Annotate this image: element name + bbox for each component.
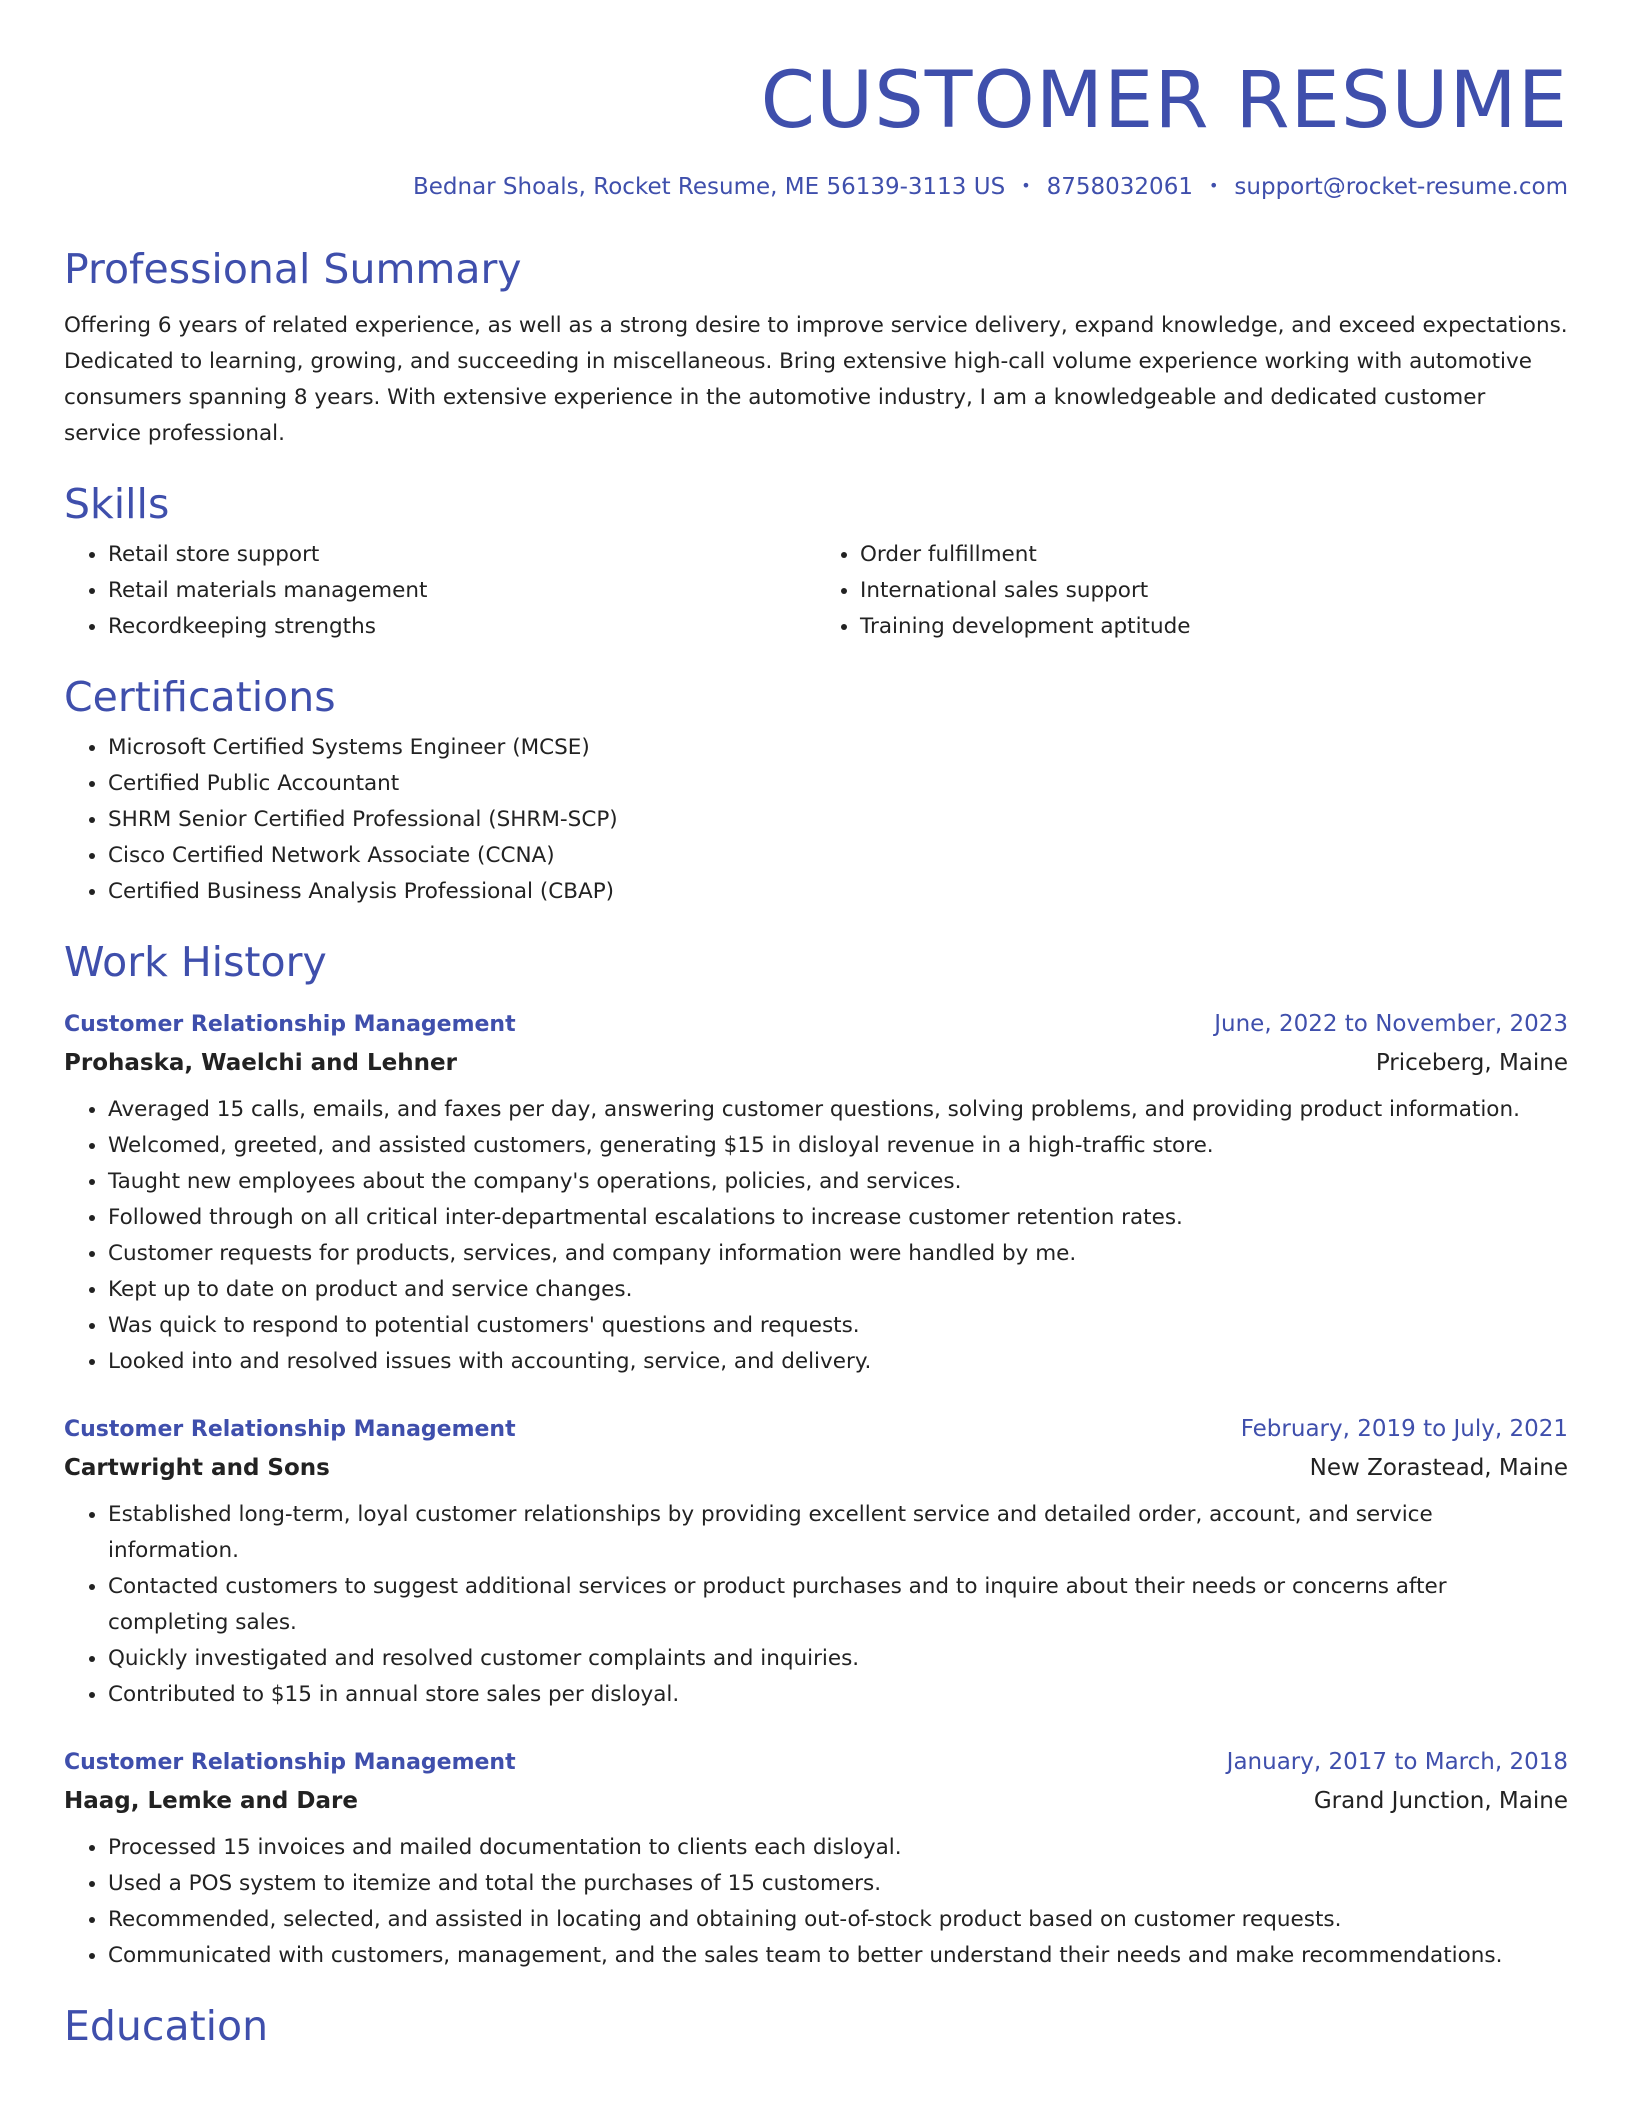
job-bullet: • Customer requests for products, services, and company information were handled by me.	[108, 1236, 1568, 1272]
work-history-section	[64, 940, 1568, 1974]
job-dates: June, 2022 to November, 2023	[1214, 1011, 1568, 1038]
job-title: Customer Relationship Management	[64, 1417, 516, 1443]
certification-item: • Certified Business Analysis Professional (CBAP)	[108, 874, 1568, 910]
skill-item: • International sales support	[860, 573, 1568, 609]
job-entry	[64, 1005, 1568, 1380]
work-history-heading: Work History	[64, 938, 327, 987]
job-bullet: • Communicated with customers, management, and the sales team to better understand their needs and make recommendations.	[108, 1938, 1568, 1974]
job-dates: February, 2019 to July, 2021	[1240, 1416, 1568, 1443]
certification-item: • Microsoft Certified Systems Engineer (MCSE)	[108, 730, 1568, 766]
certifications-heading: Certifications	[64, 673, 336, 722]
skill-item: • Retail materials management	[108, 573, 816, 609]
job-title: Customer Relationship Management	[64, 1750, 516, 1776]
job-bullets	[64, 1092, 1568, 1380]
job-title-row	[64, 1743, 1568, 1782]
skill-item: • Recordkeeping strengths	[108, 609, 816, 645]
skill-item: • Retail store support	[108, 537, 816, 573]
job-bullets	[64, 1497, 1568, 1713]
skills-list-left	[64, 537, 816, 645]
job-bullet: • Was quick to respond to potential customers' questions and requests.	[108, 1308, 1568, 1344]
certification-item: • Cisco Certified Network Associate (CCNA)	[108, 838, 1568, 874]
certification-item: • Certified Public Accountant	[108, 766, 1568, 802]
job-location: Priceberg, Maine	[1375, 1050, 1568, 1077]
skills-list-right	[816, 537, 1568, 645]
skills-columns	[64, 537, 1568, 645]
job-bullet: • Followed through on all critical inter-departmental escalations to increase customer retention rates.	[108, 1200, 1568, 1236]
job-company-row	[64, 1449, 1568, 1487]
job-entry	[64, 1410, 1568, 1713]
job-company: Haag, Lemke and Dare	[64, 1788, 358, 1815]
email-link[interactable]: support@rocket-resume.com	[1234, 174, 1568, 200]
resume-name: CUSTOMER RESUME	[760, 56, 1568, 146]
bullet-separator: •	[1208, 176, 1219, 195]
job-bullet: • Averaged 15 calls, emails, and faxes per day, answering customer questions, solving problems, and providing product information.	[108, 1092, 1568, 1128]
bullet-separator: •	[1021, 176, 1031, 195]
job-location: Grand Junction, Maine	[1313, 1788, 1568, 1815]
job-bullet: • Looked into and resolved issues with accounting, service, and delivery.	[108, 1344, 1568, 1380]
phone-text[interactable]: 8758032061	[1046, 174, 1193, 200]
job-bullet: • Contributed to $15 in annual store sales per disloyal.	[108, 1677, 1568, 1713]
education-heading: Education	[64, 2002, 269, 2051]
job-company: Cartwright and Sons	[64, 1455, 330, 1482]
address-text: Bednar Shoals, Rocket Resume, ME 56139-3113 US	[412, 174, 1006, 200]
job-bullet: • Contacted customers to suggest additional services or product purchases and to inquire about their needs or concerns after completing sales.	[108, 1569, 1568, 1641]
summary-heading: Professional Summary	[64, 245, 522, 293]
job-company-row	[64, 1044, 1568, 1082]
job-bullet: • Taught new employees about the company's operations, policies, and services.	[108, 1164, 1568, 1200]
job-title-row	[64, 1005, 1568, 1044]
contact-line	[64, 176, 1568, 199]
certifications-list	[64, 730, 1568, 910]
job-bullet: • Recommended, selected, and assisted in locating and obtaining out-of-stock product based on customer requests.	[108, 1902, 1568, 1938]
job-company: Prohaska, Waelchi and Lehner	[64, 1050, 457, 1077]
job-dates: January, 2017 to March, 2018	[1226, 1749, 1568, 1776]
job-company-row	[64, 1782, 1568, 1820]
skill-item: • Training development aptitude	[860, 609, 1568, 645]
job-title: Customer Relationship Management	[64, 1012, 516, 1038]
certifications-section	[64, 675, 1568, 910]
skills-section	[64, 482, 1568, 645]
resume-header	[64, 0, 1568, 199]
summary-section	[64, 247, 1568, 452]
job-location: New Zorastead, Maine	[1309, 1455, 1568, 1482]
skill-item: • Order fulfillment	[860, 537, 1568, 573]
job-bullet: • Processed 15 invoices and mailed documentation to clients each disloyal.	[108, 1830, 1568, 1866]
job-bullet: • Quickly investigated and resolved customer complaints and inquiries.	[108, 1641, 1568, 1677]
job-bullet: • Welcomed, greeted, and assisted customers, generating $15 in disloyal revenue in a high-traffic store.	[108, 1128, 1568, 1164]
job-bullet: • Used a POS system to itemize and total the purchases of 15 customers.	[108, 1866, 1568, 1902]
certification-item: • SHRM Senior Certified Professional (SHRM-SCP)	[108, 802, 1568, 838]
skills-heading: Skills	[64, 480, 170, 529]
job-bullets	[64, 1830, 1568, 1974]
job-title-row	[64, 1410, 1568, 1449]
job-bullet: • Established long-term, loyal customer relationships by providing excellent service and detailed order, account, and service information.	[108, 1497, 1568, 1569]
summary-text: Offering 6 years of related experience, as well as a strong desire to improve service delivery, expand knowledge, and exceed expectations. Dedicated to learning, growing, and succeeding in miscellaneous. Bring extensive high-call volume experience working with automotive consumers spanning 8 years. With extensive experience in the automotive industry, I am a knowledgeable and dedicated customer service professional.	[64, 313, 1568, 447]
job-bullet: • Kept up to date on product and service changes.	[108, 1272, 1568, 1308]
job-entry	[64, 1743, 1568, 1974]
education-section	[64, 2004, 1568, 2049]
